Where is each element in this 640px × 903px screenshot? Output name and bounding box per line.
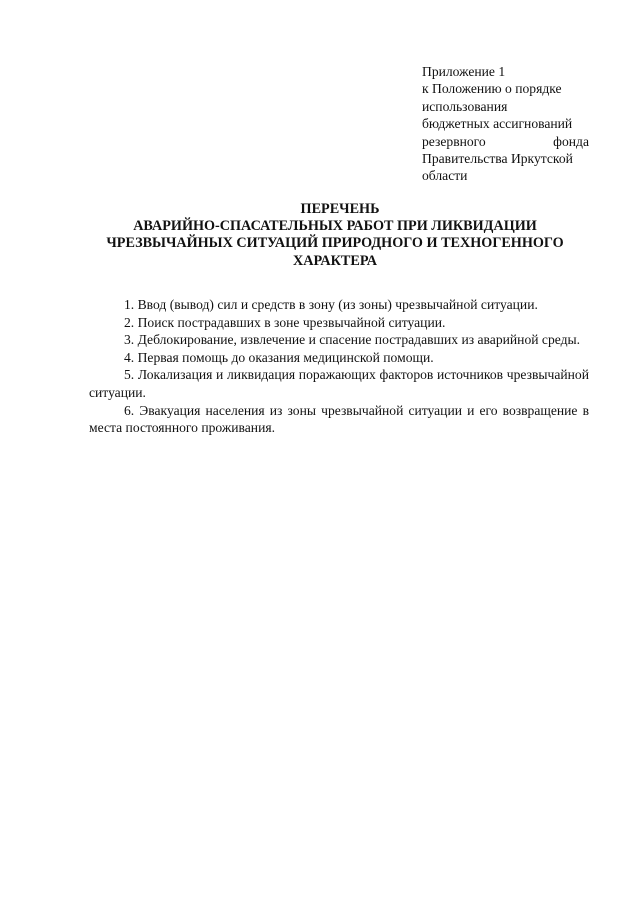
document-subtitle-line-3: ХАРАКТЕРА — [293, 252, 377, 269]
list-item: 6. Эвакуация населения из зоны чрезвычайной ситуации и его возвращение в места постоянного проживания. — [89, 402, 589, 436]
appendix-regulation-ref-fund — [422, 133, 589, 150]
document-subtitle-line-1: АВАРИЙНО-СПАСАТЕЛЬНЫХ РАБОТ ПРИ ЛИКВИДАЦИИ — [133, 218, 537, 235]
appendix-government: Правительства Иркутской — [422, 151, 573, 167]
appendix-regulation-ref: к Положению о порядке — [422, 81, 562, 97]
appendix-number: Приложение 1 — [422, 64, 506, 79]
appendix-regulation-ref-usage: использования — [422, 98, 508, 114]
work-list — [89, 296, 589, 437]
appendix-word-reserve: резервного — [422, 133, 486, 149]
document-heading — [80, 201, 590, 270]
appendix-region: области — [422, 168, 468, 184]
list-item: 2. Поиск пострадавших в зоне чрезвычайной ситуации. — [124, 314, 446, 330]
document-title: ПЕРЕЧЕНЬ — [300, 201, 380, 217]
list-item: 5. Локализация и ликвидация поражающих факторов источников чрезвычайной ситуации. — [89, 367, 589, 400]
appendix-regulation-ref-budget: бюджетных ассигнований — [422, 116, 573, 132]
document-subtitle-line-2: ЧРЕЗВЫЧАЙНЫХ СИТУАЦИЙ ПРИРОДНОГО И ТЕХНОГЕННОГО — [106, 235, 564, 252]
list-item: 1. Ввод (вывод) сил и средств в зону (из зоны) чрезвычайной ситуации. — [124, 297, 538, 312]
appendix-word-fund: фонда — [553, 133, 589, 149]
appendix-header — [422, 63, 589, 185]
list-item: 4. Первая помощь до оказания медицинской помощи. — [124, 349, 434, 365]
list-item: 3. Деблокирование, извлечение и спасение пострадавших из аварийной среды. — [124, 332, 581, 348]
